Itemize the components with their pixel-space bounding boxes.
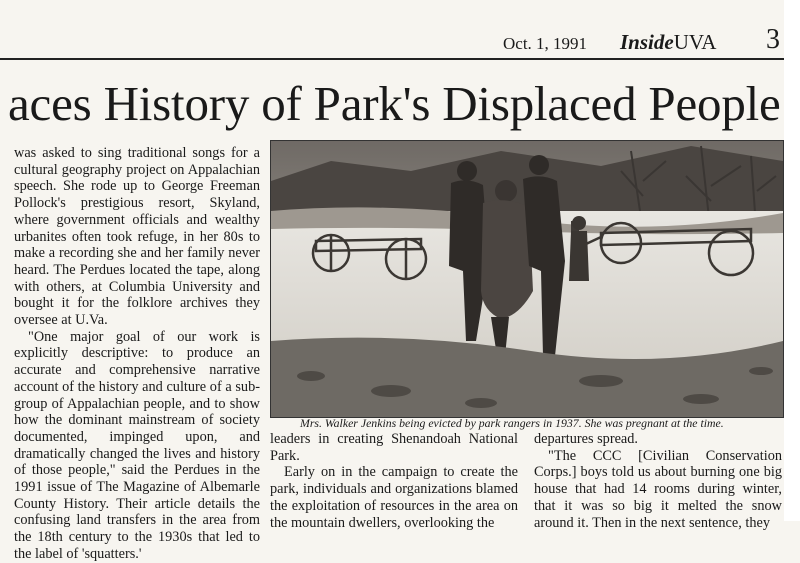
middle-paragraph-1: leaders in creating Shenandoah National Park. — [270, 431, 518, 464]
left-paragraph-1: was asked to sing traditional songs for a cultural geography project on Appalachian speech. She rode up to George Freeman Pollock's prestigious resort, Skyland, where government officials and wealthy urbanites often took refuge, in her 80s to make a recording she and her family never heard. The Perdues located the tape, along with others, at Columbia University and bought it for the folklore archives they oversee at U.Va. — [14, 145, 260, 329]
left-column — [14, 145, 260, 562]
middle-column — [270, 431, 518, 531]
page-number: 3 — [766, 24, 780, 55]
left-paragraph-2: "One major goal of our work is explicitly descriptive: to produce an accurate and comprehensive narrative account of the history and culture of a sub-group of Appalachian people, and to show how the dominant mainstream of society documented, impinged upon, and dramatically changed the lives and history of those people," said the Perdues in the 1991 issue of The Magazine of Albemarle County History. Their article details the confusing land transfers in the area from the 18th century to the 1930s that led to the label of 'squatters.' — [14, 328, 260, 562]
photo-caption: Mrs. Walker Jenkins being evicted by park rangers in 1937. She was pregnant at the time. — [300, 416, 724, 430]
right-column — [534, 431, 782, 531]
page-header — [0, 0, 800, 62]
header-rule — [0, 58, 790, 60]
publication-name-italic: Inside — [620, 30, 674, 54]
publication-name — [620, 30, 716, 55]
right-paragraph-2: "The CCC [Civilian Conservation Corps.] boys told us about burning one big house that had 14 rooms during winter, that it was so big it melted the snow around it. Then in the next sentence, they — [534, 447, 782, 531]
photo-illustration — [271, 141, 783, 417]
right-paragraph-1: departures spread. — [534, 431, 639, 447]
article-photo — [270, 140, 784, 418]
page-edge — [784, 0, 800, 521]
article-headline: aces History of Park's Displaced People — [8, 76, 781, 131]
issue-date: Oct. 1, 1991 — [503, 34, 588, 53]
middle-paragraph-2: Early on in the campaign to create the park, individuals and organizations blamed the exploitation of resources in the area on the mountain dwellers, overlooking the — [270, 464, 518, 531]
publication-name-caps: UVA — [673, 30, 717, 54]
